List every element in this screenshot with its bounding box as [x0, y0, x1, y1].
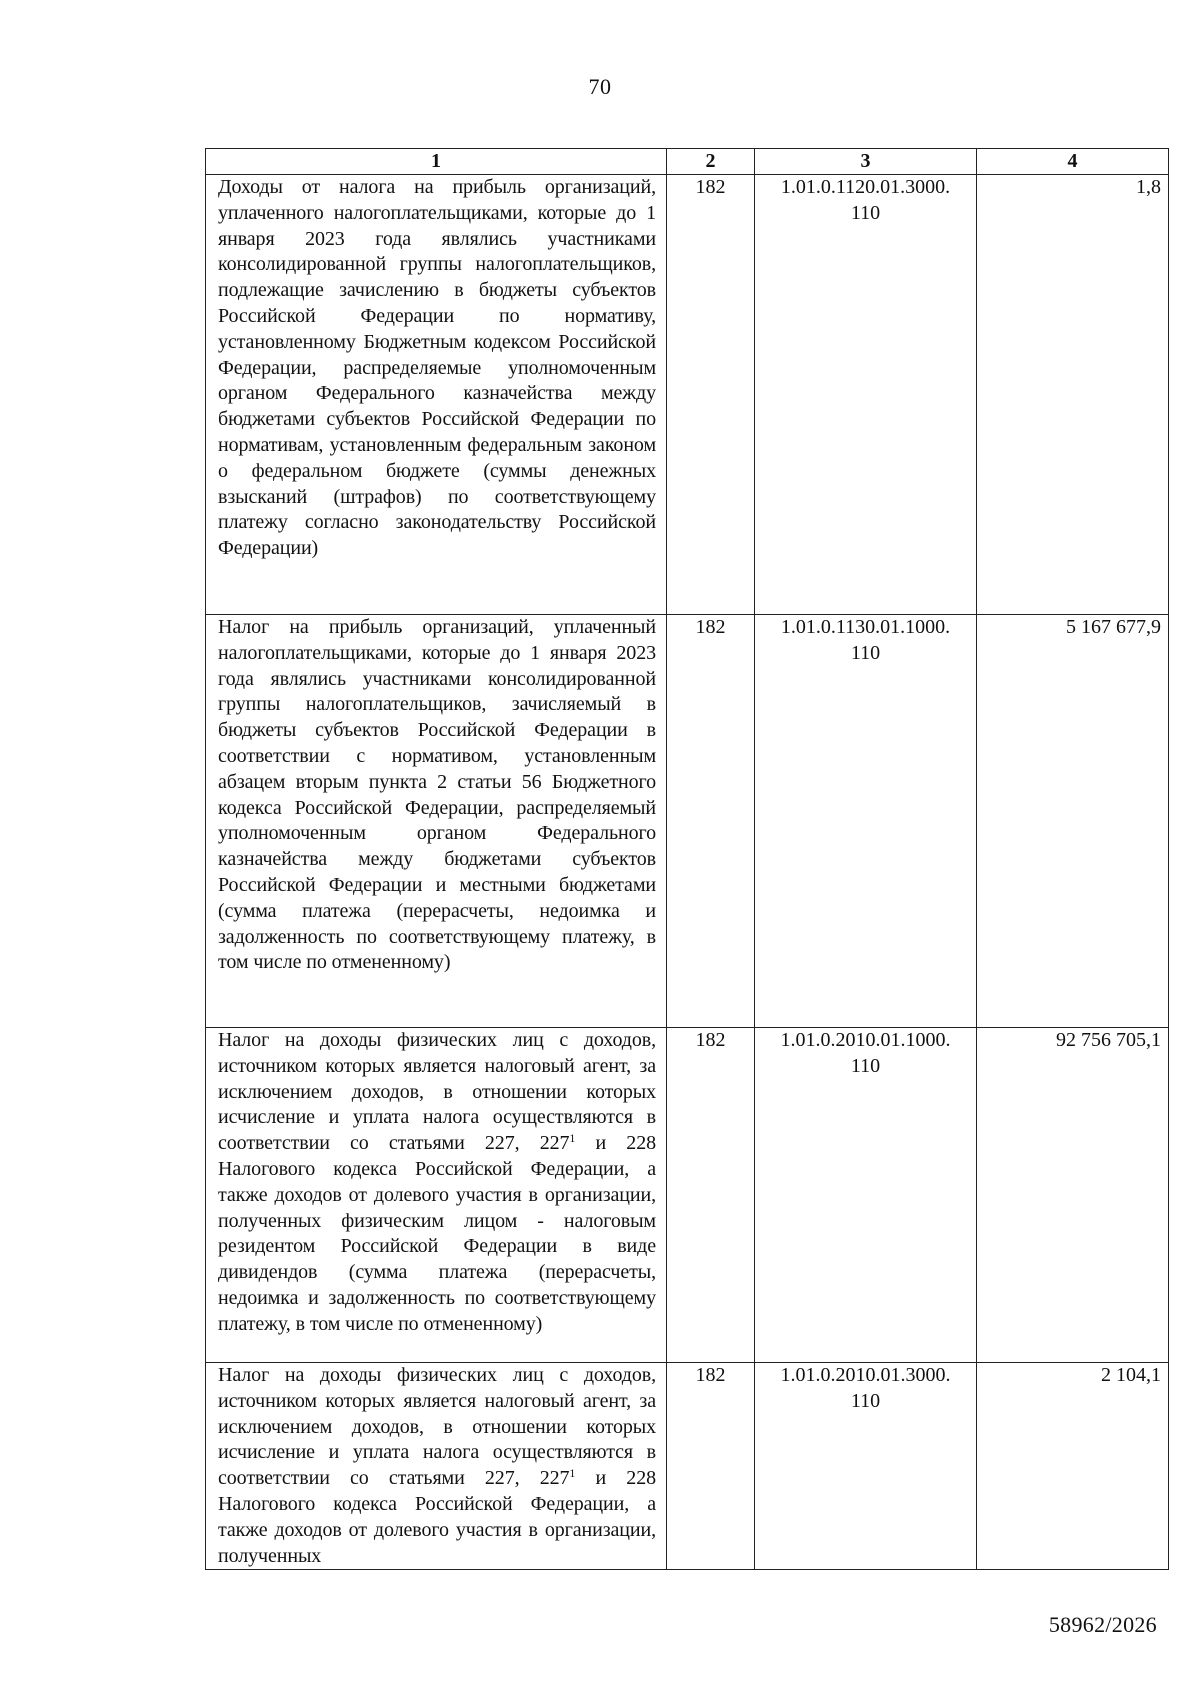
classification-code: 1.01.0.2010.01.3000. — [780, 1364, 951, 1386]
revenue-name-cell: Налог на прибыль организаций, уплаченный налогоплательщиками, которые до 1 января 2023 года являлись участниками консолидированной группы налогоплательщиков, зачисляемый в бюджеты субъектов Российской Федерации в соответствии с нормативом, установленным абзацем вторым пункта 2 статьи 56 Бюджетного кодекса Российской Федерации, распределяемый уполномоченным органом Федерального казначейства между бюджетами субъектов Российской Федерации и местными бюджетами (сумма платежа (перерасчеты, недоимка и задолженность по соответствующему платежу, в том числе по отмененному) — [206, 615, 667, 1028]
classification-code-cell — [755, 615, 977, 1028]
column-header-admin: 2 — [667, 149, 755, 175]
amount-cell: 1,8 — [977, 175, 1169, 615]
admin-code-cell: 182 — [667, 615, 755, 1028]
article-superscript: 1 — [569, 1131, 576, 1146]
page-number: 70 — [588, 74, 612, 99]
classification-code-suffix: 110 — [850, 641, 881, 664]
revenue-name-text: Налог на доходы физических лиц с доходов, источником которых является налоговый агент, за исключением доходов, в отношении которых исчисление и уплата налога осуществляются в соответствии со статьями 227, 227 — [218, 1364, 656, 1490]
registration-number: 58962/2026 — [1048, 1612, 1157, 1637]
admin-code-cell: 182 — [667, 1363, 755, 1570]
classification-code-suffix: 110 — [850, 1389, 881, 1412]
revenue-name-text: Налог на доходы физических лиц с доходов, источником которых является налоговый агент, за исключением доходов, в отношении которых исчисление и уплата налога осуществляются в соответствии со статьями 227, 227 — [218, 1029, 656, 1155]
revenue-name-text-continued: и 228 Налогового кодекса Российской Федерации, а также доходов от долевого участия в организации, полученных — [218, 1467, 656, 1567]
revenue-name-cell — [206, 1028, 667, 1363]
table-row — [206, 1363, 1169, 1570]
classification-code-suffix: 110 — [850, 1054, 881, 1077]
table-row — [206, 1028, 1169, 1363]
admin-code-cell: 182 — [667, 1028, 755, 1363]
classification-code: 1.01.0.2010.01.1000. — [780, 1029, 951, 1051]
admin-code-cell: 182 — [667, 175, 755, 615]
classification-code: 1.01.0.1130.01.1000. — [780, 616, 951, 638]
amount-cell: 5 167 677,9 — [977, 615, 1169, 1028]
classification-code-cell — [755, 1028, 977, 1363]
column-header-code: 3 — [755, 149, 977, 175]
revenue-name-cell: Доходы от налога на прибыль организаций, уплаченного налогоплательщиками, которые до 1 января 2023 года являлись участниками консолидированной группы налогоплательщиков, подлежащие зачислению в бюджеты субъектов Российской Федерации по нормативу, установленному Бюджетным кодексом Российской Федерации, распределяемые уполномоченным органом Федерального казначейства между бюджетами субъектов Российской Федерации по нормативам, установленным федеральным законом о федеральном бюджете (суммы денежных взысканий (штрафов) по соответствующему платежу согласно законодательству Российской Федерации) — [206, 175, 667, 615]
column-header-amount: 4 — [977, 149, 1169, 175]
revenue-table — [205, 148, 1169, 1570]
revenue-name-text-continued: и 228 Налогового кодекса Российской Федерации, а также доходов от долевого участия в организации, полученных физическим лицом - налоговым резидентом Российской Федерации в виде дивидендов (сумма платежа (перерасчеты, недоимка и задолженность по соответствующему платежу, в том числе по отмененному) — [218, 1132, 656, 1335]
table-row — [206, 615, 1169, 1028]
revenue-name-cell — [206, 1363, 667, 1570]
amount-cell: 92 756 705,1 — [977, 1028, 1169, 1363]
classification-code-suffix: 110 — [850, 201, 881, 224]
column-header-name: 1 — [206, 149, 667, 175]
classification-code: 1.01.0.1120.01.3000. — [780, 176, 951, 198]
table-row — [206, 175, 1169, 615]
classification-code-cell — [755, 1363, 977, 1570]
table-header-row — [206, 149, 1169, 175]
article-superscript: 1 — [569, 1466, 576, 1481]
amount-cell: 2 104,1 — [977, 1363, 1169, 1570]
classification-code-cell — [755, 175, 977, 615]
